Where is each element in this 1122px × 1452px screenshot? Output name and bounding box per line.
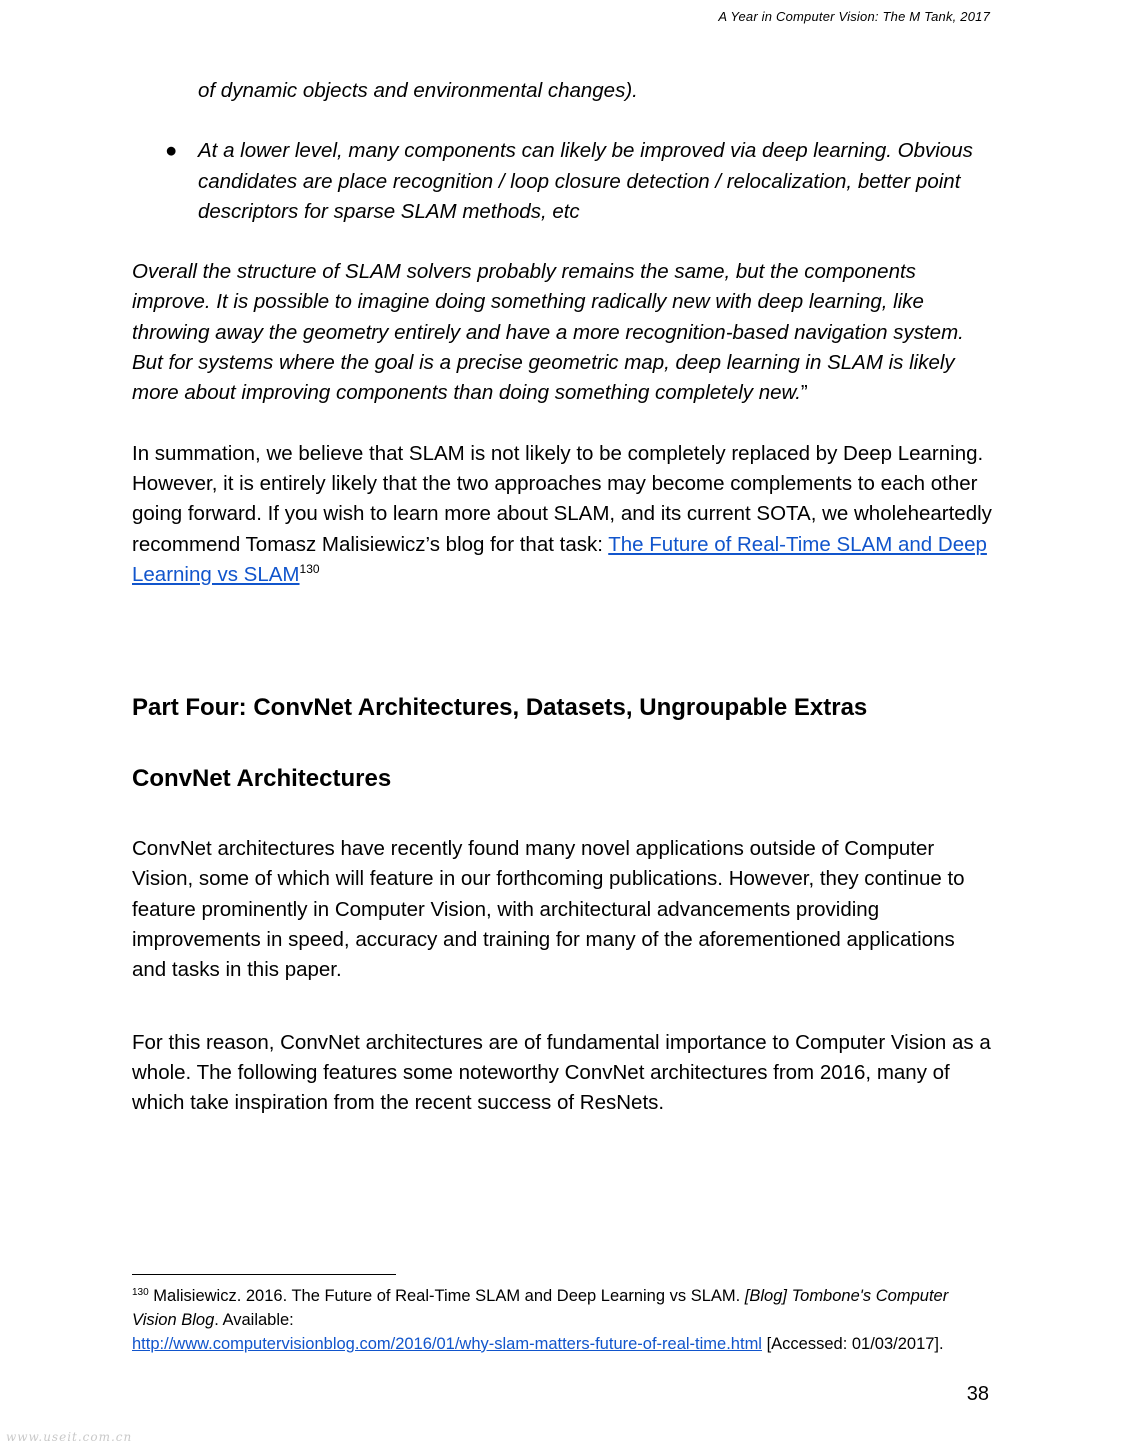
slam-article-link[interactable]: The Future of Real-Time SLAM and Deep Learning vs SLAM	[132, 532, 987, 586]
footnote-number: 130	[132, 1287, 149, 1298]
page-number: 38	[966, 1383, 989, 1405]
quote-paragraph	[132, 257, 992, 408]
convnet-paragraph-1: ConvNet architectures have recently found many novel applications outside of Computer Vision, some of which will feature in our forthcoming publications. However, they continue to feature prominently in Computer Vision, with architectural advancements providing improvements in speed, accuracy and training for many of the aforementioned applications and tasks in this paper.	[132, 837, 965, 982]
quote-text: Overall the structure of SLAM solvers probably remains the same, but the components improve. It is possible to imagine doing something radically new with deep learning, like throwing away the geometry entirely and have a more recognition-based navigation system. But for systems where the goal is a precise geometric map, deep learning in SLAM is likely more about improving components than doing something completely new.	[132, 260, 964, 405]
quote-closing-mark: ”	[800, 381, 808, 405]
footnote-source: [Blog] Tombone's Computer Vision Blog	[132, 1287, 949, 1329]
page-content	[132, 76, 992, 1119]
footnote-url-link[interactable]: http://www.computervisionblog.com/2016/01/why-slam-matters-future-of-real-time.html	[132, 1335, 762, 1353]
summary-text: In summation, we believe that SLAM is not likely to be completely replaced by Deep Learning. However, it is entirely likely that the two approaches may become complements to each other going forward. If you wish to learn more about SLAM, and its current SOTA, we wholeheartedly recommend Tomasz Malisiewicz’s blog for that task:	[132, 441, 992, 556]
footnote-accessed: [Accessed: 01/03/2017].	[761, 1335, 944, 1353]
part-heading: Part Four: ConvNet Architectures, Datasets, Ungroupable Extras	[132, 694, 868, 722]
footnote-reference[interactable]: 130	[299, 561, 320, 576]
bullet-text: At a lower level, many components can likely be improved via deep learning. Obvious candidates are place recognition / loop closure detection / relocalization, better point descriptors for sparse SLAM methods, etc	[198, 139, 973, 223]
convnet-paragraph-2: For this reason, ConvNet architectures are of fundamental importance to Computer Vision as a whole. The following features some noteworthy ConvNet architectures from 2016, many of which take inspiration from the recent success of ResNets.	[132, 1030, 991, 1115]
summary-paragraph	[132, 439, 992, 590]
footnote-text: Malisiewicz. 2016. The Future of Real-Time SLAM and Deep Learning vs SLAM.	[148, 1287, 745, 1305]
bullet-item	[132, 136, 992, 227]
footnote-divider	[132, 1274, 396, 1275]
watermark: www.useit.com.cn	[6, 1430, 133, 1444]
running-header: A Year in Computer Vision: The M Tank, 2017	[718, 9, 990, 24]
continued-line: of dynamic objects and environmental changes).	[198, 79, 638, 102]
section-heading: ConvNet Architectures	[132, 765, 392, 793]
bullet-icon: ●	[165, 139, 178, 163]
footnote-available: . Available:	[214, 1311, 294, 1329]
footnote	[132, 1284, 992, 1356]
